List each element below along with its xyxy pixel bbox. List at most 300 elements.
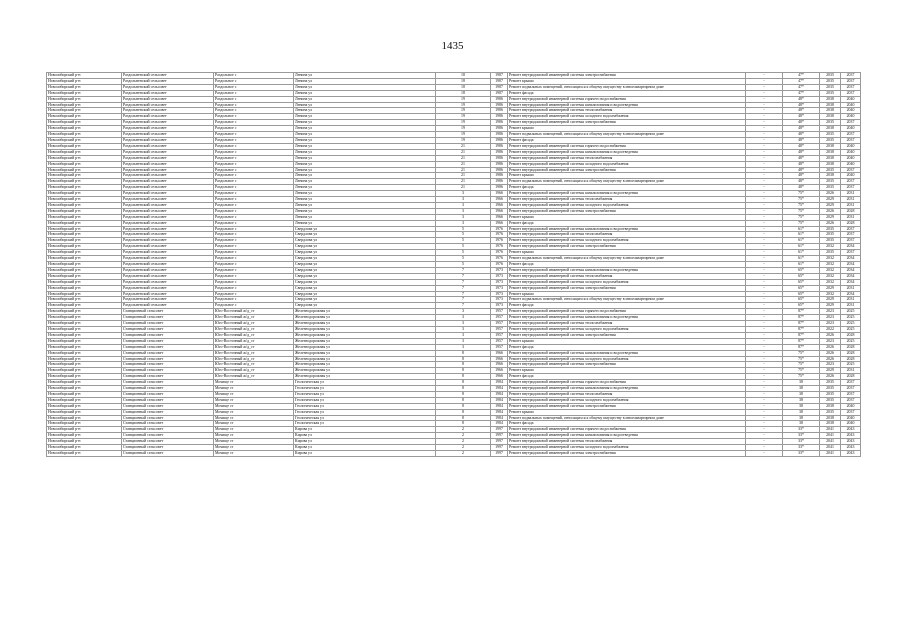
value-cell: 48* <box>783 108 820 114</box>
value-cell: 48* <box>783 126 820 132</box>
house-number-cell: 8 <box>436 421 491 427</box>
start-year-cell: 2029 <box>820 214 841 220</box>
work-type-cell: Ремонт внутридомовой инженерной системы горячего водоснабжения <box>508 143 746 149</box>
value-cell: 48* <box>783 149 820 155</box>
placeholder-cell: - <box>746 415 783 421</box>
start-year-cell: 2023 <box>820 362 841 368</box>
settlement-cell: Раздольненский сельсовет <box>122 132 214 138</box>
start-year-cell: 2026 <box>820 356 841 362</box>
house-number-cell: 3 <box>436 197 491 203</box>
value-cell: 87* <box>783 315 820 321</box>
district-cell: Новосибирский р-н <box>47 362 122 368</box>
value-cell: 61* <box>783 256 820 262</box>
locality-cell: Мочище ст <box>214 391 294 397</box>
placeholder-cell: - <box>746 439 783 445</box>
district-cell: Новосибирский р-н <box>47 350 122 356</box>
house-number-cell: 19 <box>436 132 491 138</box>
locality-cell: Раздольное с <box>214 132 294 138</box>
end-year-cell: 2034 <box>841 244 861 250</box>
build-year-cell: 1986 <box>491 161 508 167</box>
build-year-cell: 1984 <box>491 421 508 427</box>
build-year-cell: 1957 <box>491 321 508 327</box>
locality-cell: Мочище ст <box>214 415 294 421</box>
settlement-cell: Раздольненский сельсовет <box>122 197 214 203</box>
end-year-cell: 2043 <box>841 451 861 457</box>
street-cell: Ленина ул <box>294 78 436 84</box>
repair-schedule-table <box>46 72 861 457</box>
end-year-cell: 2043 <box>841 427 861 433</box>
end-year-cell: 2025 <box>841 362 861 368</box>
work-type-cell: Ремонт внутридомовой инженерной системы канализования и водоотведения <box>508 433 746 439</box>
build-year-cell: 1957 <box>491 315 508 321</box>
work-type-cell: Ремонт крыши <box>508 338 746 344</box>
start-year-cell: 2041 <box>820 427 841 433</box>
street-cell: Ленина ул <box>294 208 436 214</box>
value-cell: 33* <box>783 427 820 433</box>
end-year-cell: 2037 <box>841 167 861 173</box>
end-year-cell: 2025 <box>841 338 861 344</box>
house-number-cell: 2 <box>436 433 491 439</box>
build-year-cell: 1966 <box>491 220 508 226</box>
table-row <box>47 451 861 457</box>
placeholder-cell: - <box>746 445 783 451</box>
value-cell: 38 <box>783 386 820 392</box>
value-cell: 48* <box>783 120 820 126</box>
district-cell: Новосибирский р-н <box>47 137 122 143</box>
work-type-cell: Ремонт внутридомовой инженерной системы канализования и водоотведения <box>508 226 746 232</box>
start-year-cell: 2038 <box>820 149 841 155</box>
house-number-cell: 21 <box>436 167 491 173</box>
work-type-cell: Ремонт крыши <box>508 368 746 374</box>
value-cell: 48* <box>783 114 820 120</box>
build-year-cell: 1973 <box>491 297 508 303</box>
placeholder-cell: - <box>746 380 783 386</box>
placeholder-cell: - <box>746 84 783 90</box>
settlement-cell: Раздольненский сельсовет <box>122 226 214 232</box>
end-year-cell: 2028 <box>841 332 861 338</box>
locality-cell: Раздольное с <box>214 202 294 208</box>
street-cell: Железнодорожная ул <box>294 315 436 321</box>
street-cell: Железнодорожная ул <box>294 332 436 338</box>
placeholder-cell: - <box>746 321 783 327</box>
value-cell: 47* <box>783 84 820 90</box>
settlement-cell: Раздольненский сельсовет <box>122 244 214 250</box>
start-year-cell: 2035 <box>820 179 841 185</box>
build-year-cell: 1987 <box>491 73 508 79</box>
locality-cell: Раздольное с <box>214 279 294 285</box>
value-cell: 47* <box>783 78 820 84</box>
locality-cell: Мочище ст <box>214 451 294 457</box>
locality-cell: Раздольное с <box>214 143 294 149</box>
house-number-cell: 7 <box>436 303 491 309</box>
street-cell: Ленина ул <box>294 191 436 197</box>
district-cell: Новосибирский р-н <box>47 149 122 155</box>
value-cell: 75* <box>783 214 820 220</box>
settlement-cell: Станционный сельсовет <box>122 374 214 380</box>
placeholder-cell: - <box>746 78 783 84</box>
locality-cell: Мочище ст <box>214 386 294 392</box>
locality-cell: Раздольное с <box>214 161 294 167</box>
district-cell: Новосибирский р-н <box>47 386 122 392</box>
placeholder-cell: - <box>746 132 783 138</box>
house-number-cell: 8 <box>436 391 491 397</box>
work-type-cell: Ремонт внутридомовой инженерной системы электроснабжения <box>508 208 746 214</box>
settlement-cell: Раздольненский сельсовет <box>122 102 214 108</box>
build-year-cell: 1986 <box>491 108 508 114</box>
start-year-cell: 2029 <box>820 285 841 291</box>
placeholder-cell: - <box>746 191 783 197</box>
locality-cell: Мочище ст <box>214 427 294 433</box>
placeholder-cell: - <box>746 238 783 244</box>
settlement-cell: Раздольненский сельсовет <box>122 73 214 79</box>
end-year-cell: 2037 <box>841 397 861 403</box>
end-year-cell: 2040 <box>841 96 861 102</box>
build-year-cell: 1957 <box>491 332 508 338</box>
build-year-cell: 1986 <box>491 137 508 143</box>
placeholder-cell: - <box>746 73 783 79</box>
settlement-cell: Раздольненский сельсовет <box>122 78 214 84</box>
placeholder-cell: - <box>746 309 783 315</box>
work-type-cell: Ремонт внутридомовой инженерной системы холодного водоснабжения <box>508 356 746 362</box>
value-cell: 33* <box>783 439 820 445</box>
end-year-cell: 2031 <box>841 197 861 203</box>
locality-cell: Юго-Восточный ж/д_ст <box>214 362 294 368</box>
build-year-cell: 1986 <box>491 102 508 108</box>
placeholder-cell: - <box>746 326 783 332</box>
build-year-cell: 1986 <box>491 114 508 120</box>
work-type-cell: Ремонт внутридомовой инженерной системы канализования и водоотведения <box>508 267 746 273</box>
settlement-cell: Раздольненский сельсовет <box>122 191 214 197</box>
end-year-cell: 2037 <box>841 391 861 397</box>
locality-cell: Раздольное с <box>214 90 294 96</box>
start-year-cell: 2023 <box>820 321 841 327</box>
end-year-cell: 2040 <box>841 114 861 120</box>
start-year-cell: 2026 <box>820 350 841 356</box>
locality-cell: Раздольное с <box>214 226 294 232</box>
district-cell: Новосибирский р-н <box>47 356 122 362</box>
placeholder-cell: - <box>746 120 783 126</box>
end-year-cell: 2037 <box>841 226 861 232</box>
locality-cell: Раздольное с <box>214 73 294 79</box>
work-type-cell: Ремонт крыши <box>508 250 746 256</box>
work-type-cell: Ремонт внутридомовой инженерной системы канализования и водоотведения <box>508 191 746 197</box>
locality-cell: Юго-Восточный ж/д_ст <box>214 368 294 374</box>
end-year-cell: 2031 <box>841 368 861 374</box>
house-number-cell: 8 <box>436 409 491 415</box>
work-type-cell: Ремонт внутридомовой инженерной системы холодного водоснабжения <box>508 279 746 285</box>
district-cell: Новосибирский р-н <box>47 285 122 291</box>
build-year-cell: 1976 <box>491 232 508 238</box>
value-cell: 48* <box>783 143 820 149</box>
district-cell: Новосибирский р-н <box>47 167 122 173</box>
value-cell: 61* <box>783 250 820 256</box>
street-cell: Ленина ул <box>294 143 436 149</box>
house-number-cell: 19 <box>436 126 491 132</box>
house-number-cell: 21 <box>436 173 491 179</box>
settlement-cell: Станционный сельсовет <box>122 368 214 374</box>
build-year-cell: 1984 <box>491 415 508 421</box>
settlement-cell: Станционный сельсовет <box>122 326 214 332</box>
work-type-cell: Ремонт фасада <box>508 185 746 191</box>
locality-cell: Раздольное с <box>214 137 294 143</box>
work-type-cell: Ремонт крыши <box>508 126 746 132</box>
street-cell: Кирова ул <box>294 433 436 439</box>
build-year-cell: 1976 <box>491 256 508 262</box>
locality-cell: Раздольное с <box>214 185 294 191</box>
placeholder-cell: - <box>746 279 783 285</box>
house-number-cell: 7 <box>436 279 491 285</box>
settlement-cell: Станционный сельсовет <box>122 427 214 433</box>
placeholder-cell: - <box>746 433 783 439</box>
start-year-cell: 2026 <box>820 191 841 197</box>
work-type-cell: Ремонт внутридомовой инженерной системы электроснабжения <box>508 244 746 250</box>
house-number-cell: 2 <box>436 445 491 451</box>
value-cell: 48* <box>783 137 820 143</box>
start-year-cell: 2038 <box>820 161 841 167</box>
locality-cell: Раздольное с <box>214 84 294 90</box>
house-number-cell: 18 <box>436 84 491 90</box>
build-year-cell: 1966 <box>491 197 508 203</box>
district-cell: Новосибирский р-н <box>47 208 122 214</box>
house-number-cell: 3 <box>436 220 491 226</box>
district-cell: Новосибирский р-н <box>47 220 122 226</box>
district-cell: Новосибирский р-н <box>47 279 122 285</box>
end-year-cell: 2025 <box>841 309 861 315</box>
work-type-cell: Ремонт внутридомовой инженерной системы холодного водоснабжения <box>508 202 746 208</box>
locality-cell: Раздольное с <box>214 285 294 291</box>
house-number-cell: 8 <box>436 386 491 392</box>
locality-cell: Раздольное с <box>214 256 294 262</box>
build-year-cell: 1966 <box>491 202 508 208</box>
value-cell: 75* <box>783 374 820 380</box>
house-number-cell: 7 <box>436 297 491 303</box>
house-number-cell: 21 <box>436 185 491 191</box>
locality-cell: Мочище ст <box>214 397 294 403</box>
house-number-cell: 5 <box>436 262 491 268</box>
locality-cell: Раздольное с <box>214 173 294 179</box>
street-cell: Ленина ул <box>294 185 436 191</box>
settlement-cell: Раздольненский сельсовет <box>122 256 214 262</box>
placeholder-cell: - <box>746 214 783 220</box>
value-cell: 47* <box>783 90 820 96</box>
end-year-cell: 2040 <box>841 126 861 132</box>
house-number-cell: 2 <box>436 439 491 445</box>
value-cell: 38 <box>783 403 820 409</box>
end-year-cell: 2034 <box>841 267 861 273</box>
work-type-cell: Ремонт внутридомовой инженерной системы теплоснабжения <box>508 197 746 203</box>
street-cell: Ленина ул <box>294 197 436 203</box>
district-cell: Новосибирский р-н <box>47 409 122 415</box>
street-cell: Свердлова ул <box>294 244 436 250</box>
build-year-cell: 1987 <box>491 90 508 96</box>
end-year-cell: 2034 <box>841 291 861 297</box>
value-cell: 87* <box>783 321 820 327</box>
locality-cell: Мочище ст <box>214 403 294 409</box>
build-year-cell: 1966 <box>491 191 508 197</box>
settlement-cell: Станционный сельсовет <box>122 332 214 338</box>
placeholder-cell: - <box>746 362 783 368</box>
locality-cell: Раздольное с <box>214 214 294 220</box>
start-year-cell: 2041 <box>820 439 841 445</box>
placeholder-cell: - <box>746 250 783 256</box>
street-cell: Свердлова ул <box>294 226 436 232</box>
start-year-cell: 2035 <box>820 132 841 138</box>
placeholder-cell: - <box>746 421 783 427</box>
district-cell: Новосибирский р-н <box>47 309 122 315</box>
end-year-cell: 2037 <box>841 250 861 256</box>
locality-cell: Раздольное с <box>214 96 294 102</box>
settlement-cell: Раздольненский сельсовет <box>122 108 214 114</box>
settlement-cell: Станционный сельсовет <box>122 439 214 445</box>
street-cell: Свердлова ул <box>294 256 436 262</box>
placeholder-cell: - <box>746 273 783 279</box>
district-cell: Новосибирский р-н <box>47 451 122 457</box>
settlement-cell: Станционный сельсовет <box>122 451 214 457</box>
house-number-cell: 21 <box>436 155 491 161</box>
locality-cell: Раздольное с <box>214 120 294 126</box>
value-cell: 65* <box>783 303 820 309</box>
end-year-cell: 2037 <box>841 120 861 126</box>
placeholder-cell: - <box>746 368 783 374</box>
placeholder-cell: - <box>746 208 783 214</box>
district-cell: Новосибирский р-н <box>47 155 122 161</box>
locality-cell: Юго-Восточный ж/д_ст <box>214 309 294 315</box>
work-type-cell: Ремонт внутридомовой инженерной системы электроснабжения <box>508 332 746 338</box>
value-cell: 33* <box>783 433 820 439</box>
end-year-cell: 2034 <box>841 273 861 279</box>
settlement-cell: Раздольненский сельсовет <box>122 179 214 185</box>
district-cell: Новосибирский р-н <box>47 273 122 279</box>
placeholder-cell: - <box>746 427 783 433</box>
street-cell: Ленина ул <box>294 214 436 220</box>
locality-cell: Раздольное с <box>214 267 294 273</box>
start-year-cell: 2032 <box>820 273 841 279</box>
value-cell: 48* <box>783 96 820 102</box>
placeholder-cell: - <box>746 244 783 250</box>
placeholder-cell: - <box>746 179 783 185</box>
house-number-cell: 21 <box>436 161 491 167</box>
build-year-cell: 1997 <box>491 427 508 433</box>
placeholder-cell: - <box>746 344 783 350</box>
street-cell: Ленина ул <box>294 220 436 226</box>
start-year-cell: 2029 <box>820 368 841 374</box>
house-number-cell: 3 <box>436 321 491 327</box>
build-year-cell: 1973 <box>491 267 508 273</box>
district-cell: Новосибирский р-н <box>47 267 122 273</box>
settlement-cell: Станционный сельсовет <box>122 344 214 350</box>
start-year-cell: 2026 <box>820 344 841 350</box>
work-type-cell: Ремонт фасада <box>508 421 746 427</box>
build-year-cell: 1984 <box>491 391 508 397</box>
end-year-cell: 2034 <box>841 279 861 285</box>
district-cell: Новосибирский р-н <box>47 415 122 421</box>
house-number-cell: 8 <box>436 374 491 380</box>
start-year-cell: 2035 <box>820 391 841 397</box>
value-cell: 75* <box>783 356 820 362</box>
house-number-cell: 3 <box>436 344 491 350</box>
end-year-cell: 2028 <box>841 344 861 350</box>
locality-cell: Раздольное с <box>214 244 294 250</box>
value-cell: 48* <box>783 132 820 138</box>
work-type-cell: Ремонт внутридомовой инженерной системы электроснабжения <box>508 285 746 291</box>
start-year-cell: 2038 <box>820 108 841 114</box>
street-cell: Кирова ул <box>294 451 436 457</box>
house-number-cell: 5 <box>436 244 491 250</box>
end-year-cell: 2037 <box>841 409 861 415</box>
placeholder-cell: - <box>746 403 783 409</box>
end-year-cell: 2040 <box>841 149 861 155</box>
district-cell: Новосибирский р-н <box>47 445 122 451</box>
house-number-cell: 8 <box>436 380 491 386</box>
build-year-cell: 1976 <box>491 238 508 244</box>
work-type-cell: Ремонт внутридомовой инженерной системы теплоснабжения <box>508 391 746 397</box>
street-cell: Свердлова ул <box>294 267 436 273</box>
settlement-cell: Раздольненский сельсовет <box>122 161 214 167</box>
house-number-cell: 19 <box>436 102 491 108</box>
build-year-cell: 1986 <box>491 143 508 149</box>
start-year-cell: 2041 <box>820 451 841 457</box>
work-type-cell: Ремонт внутридомовой инженерной системы горячего водоснабжения <box>508 427 746 433</box>
end-year-cell: 2031 <box>841 202 861 208</box>
work-type-cell: Ремонт внутридомовой инженерной системы горячего водоснабжения <box>508 380 746 386</box>
house-number-cell: 8 <box>436 350 491 356</box>
value-cell: 87* <box>783 338 820 344</box>
value-cell: 87* <box>783 332 820 338</box>
house-number-cell: 7 <box>436 285 491 291</box>
work-type-cell: Ремонт подвальных помещений, относящихся к общему имуществу в многоквартирном доме <box>508 256 746 262</box>
start-year-cell: 2035 <box>820 226 841 232</box>
locality-cell: Мочище ст <box>214 421 294 427</box>
value-cell: 48* <box>783 102 820 108</box>
work-type-cell: Ремонт внутридомовой инженерной системы горячего водоснабжения <box>508 96 746 102</box>
start-year-cell: 2035 <box>820 232 841 238</box>
value-cell: 61* <box>783 244 820 250</box>
settlement-cell: Станционный сельсовет <box>122 350 214 356</box>
street-cell: Ленина ул <box>294 102 436 108</box>
work-type-cell: Ремонт внутридомовой инженерной системы теплоснабжения <box>508 155 746 161</box>
house-number-cell: 5 <box>436 232 491 238</box>
settlement-cell: Раздольненский сельсовет <box>122 84 214 90</box>
settlement-cell: Раздольненский сельсовет <box>122 185 214 191</box>
street-cell: Ленина ул <box>294 90 436 96</box>
start-year-cell: 2038 <box>820 421 841 427</box>
end-year-cell: 2040 <box>841 143 861 149</box>
placeholder-cell: - <box>746 315 783 321</box>
end-year-cell: 2037 <box>841 386 861 392</box>
end-year-cell: 2031 <box>841 297 861 303</box>
house-number-cell: 18 <box>436 78 491 84</box>
start-year-cell: 2035 <box>820 397 841 403</box>
street-cell: Железнодорожная ул <box>294 309 436 315</box>
start-year-cell: 2038 <box>820 126 841 132</box>
start-year-cell: 2038 <box>820 173 841 179</box>
value-cell: 87* <box>783 326 820 332</box>
end-year-cell: 2043 <box>841 439 861 445</box>
start-year-cell: 2032 <box>820 279 841 285</box>
settlement-cell: Станционный сельсовет <box>122 315 214 321</box>
work-type-cell: Ремонт внутридомовой инженерной системы теплоснабжения <box>508 108 746 114</box>
settlement-cell: Станционный сельсовет <box>122 445 214 451</box>
build-year-cell: 1987 <box>491 84 508 90</box>
settlement-cell: Раздольненский сельсовет <box>122 262 214 268</box>
house-number-cell: 7 <box>436 291 491 297</box>
house-number-cell: 8 <box>436 403 491 409</box>
work-type-cell: Ремонт подвальных помещений, относящихся к общему имуществу в многоквартирном доме <box>508 179 746 185</box>
street-cell: Свердлова ул <box>294 262 436 268</box>
house-number-cell: 19 <box>436 96 491 102</box>
value-cell: 38 <box>783 415 820 421</box>
placeholder-cell: - <box>746 137 783 143</box>
